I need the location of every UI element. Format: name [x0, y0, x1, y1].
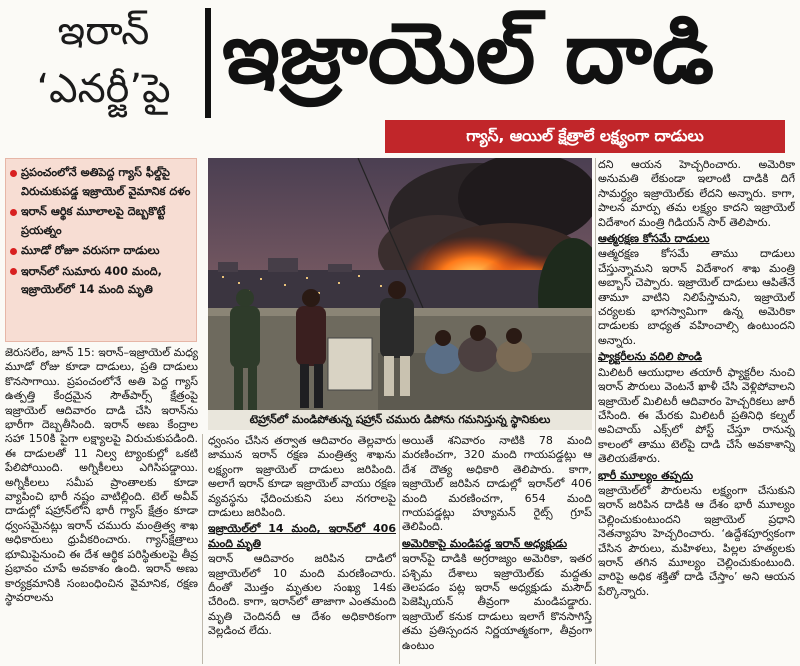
article-paragraph: మిలిటరీ ఆయుధాల తయారీ ఫ్యాక్టరీల నుంచి ఇరాన్ పౌరులు వెంటనే ఖాళీ చేసి వెళ్లిపోవాలని ఇజ్రాయెల్ మిలిటరీ ఆదివారం హెచ్చరికలు జారీ చేసింది. ఈ మేరకు మిలిటరీ ప్రతినిధి కల్నల్ అవిచాయ్ ఎక్స్‌లో పోస్ట్ చేస్తూ రానున్న కాలంలో తాము టెల్‌పై దాడి చేసే అవకాశాన్ని తెలియజేశారు. — [598, 365, 795, 466]
bullet-icon — [10, 268, 17, 275]
article-paragraph: ఇరాన్‌పై దాడికి అగ్రరాజ్యం అమెరికా, ఇతర పశ్చిమ దేశాలు ఇజ్రాయెల్‌కు మద్దతు తెలపడం పట్ల ఇరాన్ అధ్యక్షుడు మసౌద్ పెజెష్కియన్ తీవ్రంగా మండిపడ్డారు. ఇజ్రాయెల్ కనుక దాడులు ఇలాగే కొనసాగిస్తే తమ ప్రతిస్పందన నిర్ణయాత్మకంగా, తీవ్రంగా ఉంటుం — [402, 552, 592, 652]
sub-heading: భారీ మూల్యం తప్పదు — [598, 468, 694, 482]
bullet-icon — [10, 170, 17, 177]
highlight-text: ప్రపంచంలోనే అతిపెద్ద గ్యాస్ ఫీల్డ్‌పై విరుచుకుపడ్డ ఇజ్రాయెల్ వైమానిక దళం — [21, 166, 191, 198]
article-column-4 — [598, 158, 795, 664]
article-paragraph: ఇజ్రాయెల్‌లో పౌరులను లక్ష్యంగా చేసుకుని ఇరాన్ జరిపిన దాడికి ఆ దేశం భారీ మూల్యం చెల్లించుకుంటుందని ఇజ్రాయెల్ ప్రధాని నెతన్యాహు హెచ్చరించారు. ‘ఉద్దేశపూర్వకంగా చేసిన పౌరులు, మహిళలు, పిల్లల హత్యలకు ఇరాన్ తగిన మూల్యం చెల్లించుకుంటుంది. వారిపై అధిక శక్తితో దాడి చేస్తాం’ అని ఆయన పేర్కొన్నారు. — [598, 483, 795, 598]
sub-heading: ఇజ్రాయెల్‌లో 14 మంది, ఇరాన్‌లో 406 మంది మృతి — [208, 522, 396, 550]
article-paragraph: ఆత్మరక్షణ కోసమే తాము దాడులు చేస్తున్నామని ఇరాన్ విదేశాంగ శాఖ మంత్రి అబ్బాస్ చెప్పారు. ఇజ్రాయెల్ దాడులు ఆపితేనే తామూ వాటిని నిలిపేస్తామని, ఇజ్రాయెల్ చర్యలకు భాగస్వామిగా ఉన్న అమెరికా దాడులకు బాధ్యత వహించాల్సి ఉంటుందని అన్నారు. — [598, 247, 795, 347]
article-paragraph: ధ్వంసం చేసిన తర్వాత ఆదివారం తెల్లవారు జామున ఇరాన్ రక్షణ మంత్రిత్వ శాఖను లక్ష్యంగా ఇజ్రాయెల్ దాడులు జరిపింది. అలాగే ఇరాన్ కూడా ఇజ్రాయెల్ వాయు రక్షణ వ్యవస్థను ఛేదించుకుని పలు నగరాలపై దాడులు జరిపింది. — [208, 434, 396, 520]
sub-heading: ఆత్మరక్షణ కోసమే దాడులు — [598, 232, 710, 246]
subheadline: గ్యాస్, ఆయిల్ క్షేత్రాలే లక్ష్యంగా దాడులు — [385, 120, 785, 153]
news-photo — [208, 158, 592, 410]
article-paragraph: ఇరాన్ ఆదివారం జరిపిన దాడిలో ఇజ్రాయెల్‌లో 10 మంది మరణించారు. దీంతో మొత్తం మృతుల సంఖ్య 14కు చేరింది. కాగా, ఇరాన్‌లో తాజాగా ఎంతమంది మృతి చెందినదీ ఆ దేశం అధికారికంగా వెల్లడించ లేదు. — [208, 552, 396, 638]
bullet-icon — [10, 248, 17, 255]
article-paragraph: జెరుసలేం, జూన్ 15: ఇరాన్–ఇజ్రాయెల్ మధ్య మూడో రోజు కూడా దాడులు, ప్రతి దాడులు కొనసాగాయి. ప్రపంచంలోనే అతి పెద్ద గ్యాస్ ఉత్పత్తి కేంద్రమైన సౌత్‌పార్స్ క్షేత్రంపై ఇజ్రాయెల్ ఆదివారం దాడి చేసి ఇరాన్‌ను భారీగా దెబ్బతీసింది. ఇరాన్ అణు కేంద్రాల సహా 150కి పైగా లక్ష్యాలపై విరుచుకుపడింది. ఈ దాడులతో 11 నిల్వ ట్యాంకుల్లో ఒకటి పేలిపోయింది. అగ్నికీలలు ఎగిసిపడ్డాయి. అగ్నికీలలు సమీప ప్రాంతాలకు కూడా వ్యాపించి భారీ నష్టం వాటిల్లింది. టెల్ అవీవ్ దాడుల్లో షహ్రాన్‌లోని భారీ గ్యాస్ క్షేత్రం కూడా ధ్వంసమైనట్లు ఇరాన్ చమురు మంత్రిత్వ శాఖ అధికారులు ధ్రువీకరించారు. గ్యాస్‌క్షేత్రాలు భూమిపైనుంచి ఈ దేశ ఆర్థిక పరిస్థితులపై తీవ్ర ప్రభావం చూపే అవకాశం ఉంది. ఇరాన్ అణు కార్యక్రమానికి సంబంధించిన వైమానిక, రక్షణ స్థావరాలను — [5, 346, 198, 604]
sub-heading: ఫ్యాక్టరీలను వదిలి పొండి — [598, 350, 703, 364]
column-divider — [595, 158, 596, 664]
highlight-text: ఇరాన్ ఆర్థిక మూలాలపై దెబ్బకొట్టే ప్రయత్నం — [21, 205, 166, 237]
sub-heading: అమెరికాపై మండిపడ్డ ఇరాన్ అధ్యక్షుడు — [402, 536, 568, 550]
article-paragraph: అయితే శనివారం నాటికి 78 మంది మరణించగా, 320 మంది గాయపడ్డట్లు ఆ దేశ దౌత్య అధికారి తెలిపారు. కాగా, ఇజ్రాయెల్ జరిపిన దాడుల్లో ఇరాన్‌లో 406 మంది మరణించగా, 654 మంది గాయపడ్డట్లు హ్యూమన్ రైట్స్ గ్రూప్ తెలిపింది. — [402, 434, 592, 534]
highlight-item — [10, 242, 192, 261]
kicker — [6, 2, 201, 127]
highlight-text: మూడో రోజూ వరుసగా దాడులు — [21, 244, 160, 257]
highlights-box — [5, 158, 197, 342]
bullet-icon — [10, 209, 17, 216]
highlight-item — [10, 203, 192, 240]
photo-caption: టెహ్రాన్‌లో మండిపోతున్న షహ్రాన్ చమురు డిపోను గమనిస్తున్న స్థానికులు — [208, 410, 592, 430]
header-divider — [205, 8, 211, 118]
oil-depot-fire-photo — [208, 158, 592, 410]
column-divider — [202, 434, 203, 664]
article-paragraph: దని ఆయన హెచ్చరించారు. అమెరికా అనుమతి లేకుండా ఇలాంటి దాడికి దిగే సామర్థ్యం ఇజ్రాయెల్‌కు లేదని అన్నారు. కాగా, పాలన మార్పు తమ లక్ష్యం కాదని ఇజ్రాయెల్ విదేశాంగ మంత్రి గిడియన్ సార్ తెలిపారు. — [598, 158, 795, 229]
article-column-3 — [402, 434, 592, 664]
article-column-1 — [5, 346, 198, 664]
highlight-item — [10, 263, 192, 300]
article-column-2 — [208, 434, 396, 664]
headline: ఇజ్రాయెల్ దాడి — [222, 4, 715, 102]
kicker-line-1: ఇరాన్ — [57, 8, 150, 54]
column-divider — [399, 434, 400, 664]
highlight-text: ఇరాన్‌లో సుమారు 400 మంది, ఇజ్రాయెల్‌లో 14 మంది మృతి — [21, 264, 162, 296]
kicker-line-2: ‘ఎనర్జీ’పై — [36, 66, 171, 112]
highlight-item — [10, 164, 192, 201]
